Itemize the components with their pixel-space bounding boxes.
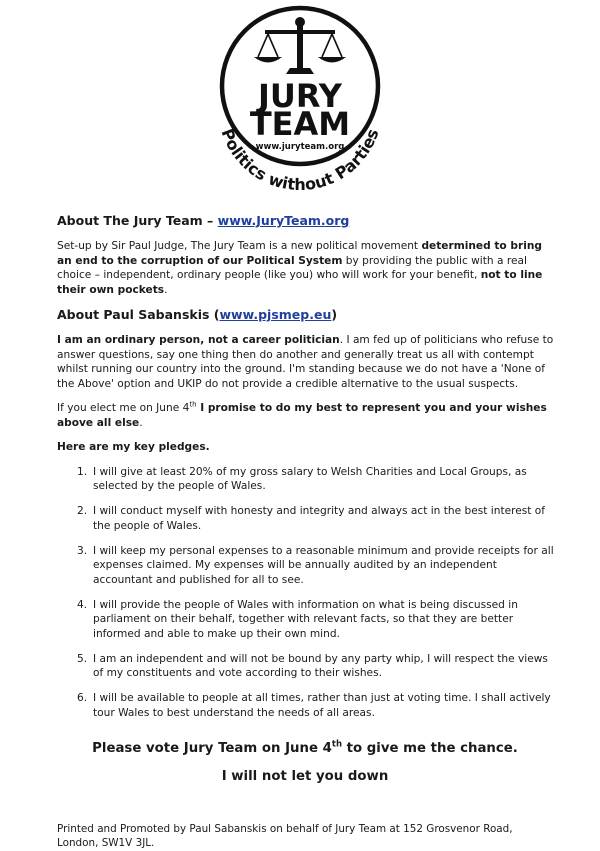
list-item: 4. I will provide the people of Wales with information on what is being discussed in parliament on their behalf, together with relevant facts, so that they are better informed and able to make up their own mind. <box>77 598 518 640</box>
pledges-list <box>57 465 557 721</box>
list-item: 1. I will give at least 20% of my gross salary to Welsh Charities and Local Groups, as selected by the people of Wales. <box>77 465 527 492</box>
about-paul-paragraph: I am an ordinary person, not a career politician. I am fed up of politicians who refuse to answer questions, say one thing then do another and generally treat us all with contempt whilst running our country into the ground. I'm standing because we do not have a 'None of the Above' option and UKIP do not provide a credible alternative to the usual suspects. <box>57 334 554 390</box>
jury-team-logo <box>200 4 400 204</box>
flyer-body <box>57 213 557 851</box>
logo-team: TEAM <box>249 105 351 143</box>
logo-jury: JURY <box>258 77 342 115</box>
vote-call-to-action: Please vote Jury Team on June 4th to give me the chance. <box>92 739 518 757</box>
logo-slogan: Politics without Parties <box>217 126 383 195</box>
closing-statement: I will not let you down <box>221 769 389 785</box>
pledges-heading: Here are my key pledges. <box>57 441 210 453</box>
list-item: 6. I will be available to people at all times, rather than just at voting time. I shall actively tour Wales to best understand the needs of all areas. <box>77 692 551 719</box>
pjsmep-link[interactable]: www.pjsmep.eu <box>219 307 332 322</box>
list-item: 5. I am an independent and will not be bound by any party whip, I will respect the views of my constituents and vote according to their wishes. <box>77 652 548 680</box>
promise-paragraph: If you elect me on June 4th I promise to do my best to represent you and your wishes above all else. <box>57 400 547 429</box>
about-paul-heading: About Paul Sabanskis (www.pjsmep.eu) <box>57 307 338 322</box>
about-team-paragraph: Set-up by Sir Paul Judge, The Jury Team is a new political movement determined to bring an end to the corruption of our Political System by providing the public with a real choice – independent, ordinary people (like you) who will work for your benefit, not to line their own pockets. <box>57 240 543 296</box>
juryteam-link[interactable]: www.JuryTeam.org <box>217 213 350 228</box>
imprint-footer: Printed and Promoted by Paul Sabanskis on behalf of Jury Team at 152 Grosvenor Road, London, SW1V 3JL. <box>57 823 513 850</box>
about-team-heading: About The Jury Team – www.JuryTeam.org <box>57 213 350 228</box>
logo-url: www.juryteam.org <box>255 142 345 152</box>
list-item: 3. I will keep my personal expenses to a reasonable minimum and provide receipts for all expenses claimed. My expenses will be annually audited by an independent accountant and published for all to see. <box>77 544 554 586</box>
list-item: 2. I will conduct myself with honesty and integrity and always act in the best interest of the people of Wales. <box>77 505 546 532</box>
